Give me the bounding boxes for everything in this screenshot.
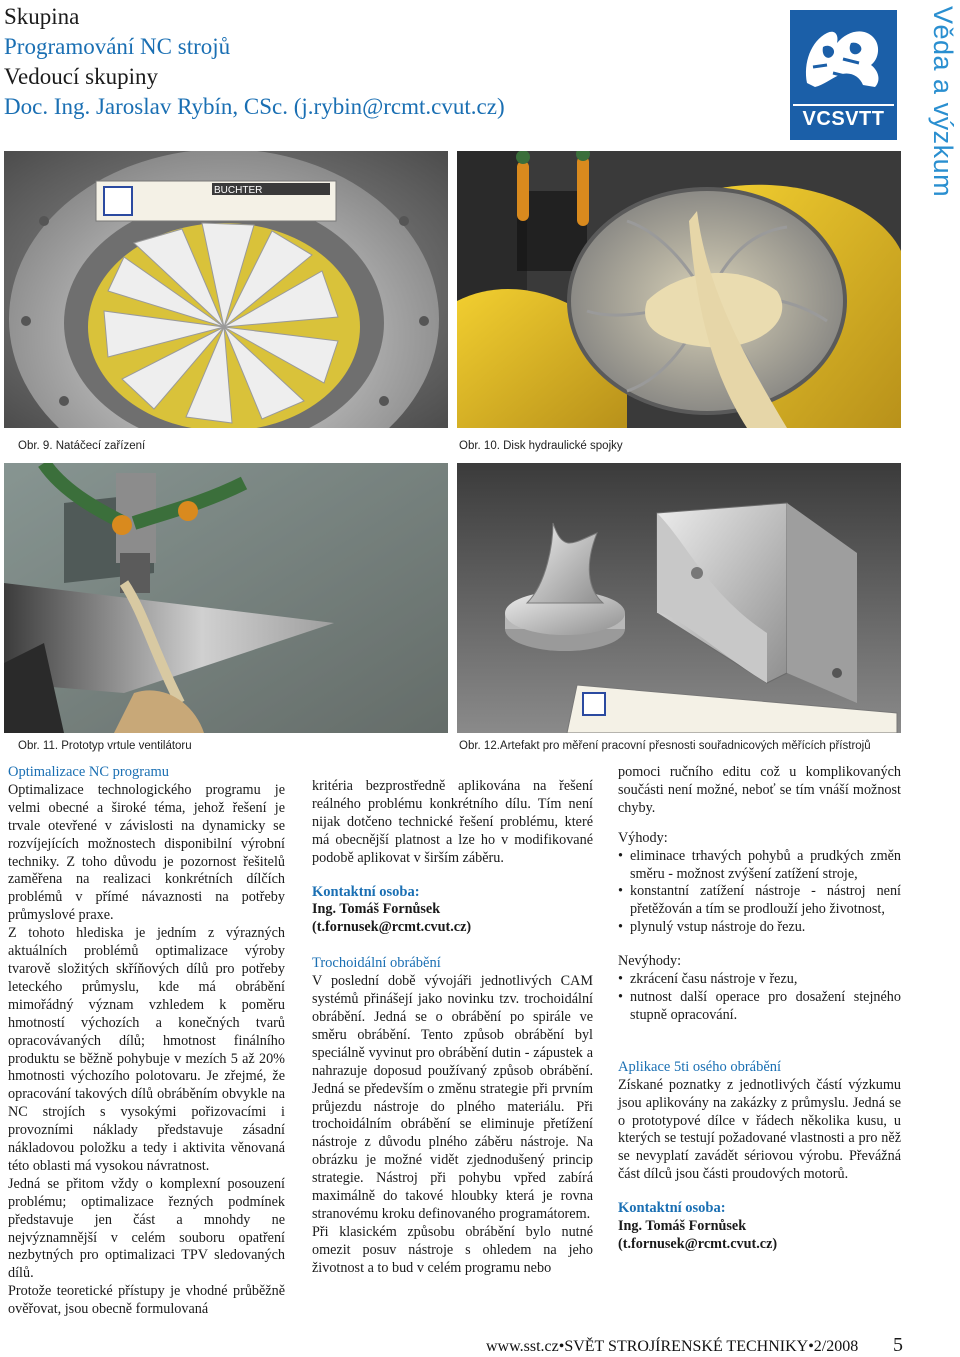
column-2: [312, 778, 593, 1278]
photo-clutch-disc: [457, 151, 901, 428]
column-3: [618, 764, 901, 1254]
contact-heading: Kontaktní osoba:: [312, 883, 420, 900]
figure-11-caption: Obr. 11. Prototyp vrtule ventilátoru: [18, 740, 192, 752]
advantages-heading: Výhody:: [618, 829, 668, 846]
section-heading-trochoidal: Trochoidální obrábění: [312, 955, 441, 972]
paragraph: Z tohoto hlediska je jedním z výrazných aktuálních problémů optimalizace výroby tvarově složitých skříňových dílů pro potřeby leteckého průmyslu, kde má obrábění mimořádný význam vzhledem k poměru hmotností výchozích a konečných tvarů opracovávaných dílů; hmotnost finálního produktu se běžně pohybuje v mezích 5 až 20% hmotnosti výchozího polotovaru. Je zřejmé, že opracování takových dílů obráběním obvykle na NC strojích s vysokými pořizovacími i provozními náklady představuje zásadní nákladovou položku a tedy i aktivita věnovaná této oblasti má vysokou návratnost.: [8, 925, 285, 1174]
logo-text: VCSVTT: [793, 104, 894, 137]
paragraph: pomoci ručního editu což u komplikovaných součásti není možné, neboť se tím vnáší možnost chyby.: [618, 764, 901, 816]
footer-text: www.sst.cz•SVĚT STROJÍRENSKÉ TECHNIKY•2/2008: [486, 1338, 859, 1355]
paragraph: kritéria bezprostředně aplikována na řešení reálného problému konkrétního dílu. Tím není nijak dotčeno technické řešení problému, které má obecnější platnost a lze ho v modifikované podobě aplikovat v širším záběru.: [312, 778, 593, 866]
paragraph: Jedná se přitom vždy o komplexní posouzení problému; optimalizace řezných podmínek představuje jen část a mnohdy ne nejvýznamnější v celém souboru opatření nezbytných pro optimalizaci TPV sledovaných dílů.: [8, 1175, 285, 1282]
list-item: • zkrácení času nástroje v řezu,: [618, 971, 901, 989]
figure-12-caption: Obr. 12.Artefakt pro měření pracovní přesnosti souřadnicových měřících přístrojů: [459, 740, 871, 752]
photo-fan-propeller: [4, 463, 448, 733]
figure-10-caption: Obr. 10. Disk hydraulické spojky: [459, 440, 623, 452]
section-heading-5axis: Aplikace 5ti osého obrábění: [618, 1058, 782, 1075]
advantages-list: [618, 848, 901, 938]
contact-name: Ing. Tomáš Fornůsek: [312, 901, 441, 918]
page-number: 5: [893, 1334, 903, 1356]
list-item: • nutnost další operace pro dosažení stejného stupně opracování.: [618, 989, 901, 1025]
figure-9-caption: Obr. 9. Natáčecí zařízení: [18, 440, 146, 452]
paragraph: Získané poznatky z jednotlivých částí výzkumu jsou aplikovány na zakázky z průmyslu. Jedná se o prototypové dílce v řádech několika kusu, u kterých se testují požadované vlastnosti a pro něž se nevyplatí zavádět sériovou výrobu. Převážná část dílců jsou části proudových motorů.: [618, 1076, 901, 1183]
list-item: • konstantní zatížení nástroje - nástroj není přetěžován a tím se prodlouží jeho životnost,: [618, 883, 901, 919]
photo-rotary-device: [4, 151, 448, 428]
group-name: Programování NC strojů: [4, 34, 231, 59]
leader-label: Vedoucí skupiny: [4, 64, 158, 89]
paragraph: V poslední době vývojáři jednotlivých CAM systémů přinášejí jako novinku tzv. trochoidální obrábění. Jedná se o obrábění po spirále ve směru obrábění. Tento způsob obrábění byl speciálně vyvinut pro obrábění dutin - zápustek a nahrazuje doposud používaný způsob obrábění. Jedná se především o změnu strategie při prvním průjezdu nástroje do plného materiálu. Při trochoidálním obrábění se eliminuje přetížení nástroje z důvodu plného záběru nástroje. Na obrázku je možné vidět zjednodušený princip strategie. Nástroj při pohybu vpřed zabírá maximálně do takové hloubky která je rovna stranovému kroku definovaného programátorem.: [312, 973, 593, 1222]
section-side-label: Věda a výzkum: [928, 6, 958, 198]
photo-measuring-artifact: [457, 463, 901, 733]
section-heading-nc-optimization: Optimalizace NC programu: [8, 764, 170, 780]
ruler-brand: BUCHTER: [214, 185, 263, 196]
disadvantages-list: [618, 971, 901, 1025]
list-item: • plynulý vstup nástroje do řezu.: [618, 919, 901, 937]
group-label: Skupina: [4, 4, 80, 29]
contact-name: Ing. Tomáš Fornůsek: [618, 1218, 747, 1235]
disadvantages-heading: Nevýhody:: [618, 953, 682, 970]
vcsvtt-logo: [790, 10, 897, 140]
contact-email: (t.fornusek@rcmt.cvut.cz): [312, 919, 472, 936]
paragraph: Protože teoretické přístupy je vhodné průběžně ověřovat, jsou obecně formulovaná: [8, 1283, 285, 1318]
column-1: [8, 764, 285, 1319]
paragraph: Při klasickém způsobu obrábění bylo nutné omezit posuv nástroje s ohledem na jeho životnost a to bud v celém programu nebo: [312, 1223, 593, 1276]
contact-heading: Kontaktní osoba:: [618, 1200, 726, 1217]
leader-name: Doc. Ing. Jaroslav Rybín, CSc. (j.rybin@rcmt.cvut.cz): [4, 94, 505, 119]
paragraph: Optimalizace technologického programu je velmi obecné a široké téma, jehož řešení je trvale otevřené v závislosti na dynamicky se rozvíjejících možnostech disponibilní výrobní techniky. Z toho důvodu je pozornost řešitelů zaměřena na realizaci konkrétních dílčích problémů v přímé návaznosti na potřeby průmyslové praxe.: [8, 781, 285, 924]
contact-email: (t.fornusek@rcmt.cvut.cz): [618, 1235, 778, 1252]
list-item: • eliminace trhavých pohybů a prudkých změn směru - možnost zvýšení zatížení stroje,: [618, 848, 901, 884]
